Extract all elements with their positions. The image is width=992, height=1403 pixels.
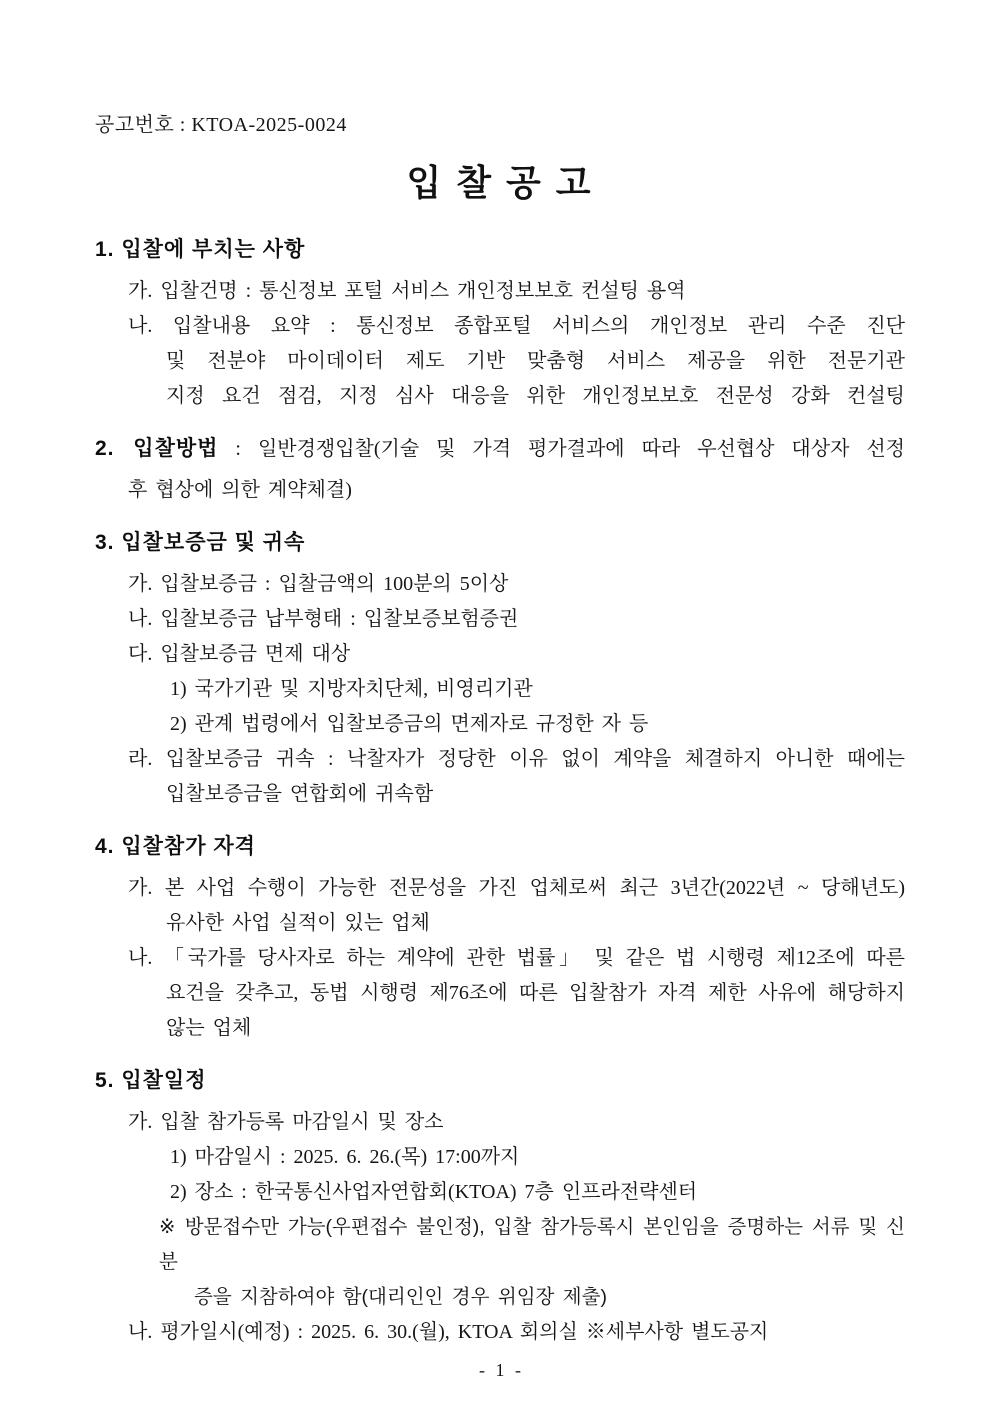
deposit-exemption-sub-2: 2) 관계 법령에서 입찰보증금의 면제자로 규정한 자 등: [170, 713, 649, 735]
page-number: - 1 -: [479, 1360, 521, 1380]
section-5-heading: 5. 입찰일정: [95, 1069, 207, 1092]
schedule-deadline-line: 1) 마감일시 : 2025. 6. 26.(목) 17:00까지: [170, 1146, 520, 1168]
section-2-heading: 2. 입찰방법: [95, 437, 219, 460]
schedule-evaluation-line: 나. 평가일시(예정) : 2025. 6. 30.(월), KTOA 회의실 ※세부사항 별도공지: [128, 1321, 769, 1343]
bid-method-continuation: 후 협상에 의한 계약체결): [128, 479, 352, 501]
schedule-place-line: 2) 장소 : 한국통신사업자연합회(KTOA) 7층 인프라전략센터: [170, 1181, 698, 1203]
schedule-note-line-1: ※ 방문접수만 가능(우편접수 불인정), 입찰 참가등록시 본인임을 증명하는 서류 및 신분: [159, 1216, 905, 1273]
qualification-b-line-1: 나. 「국가를 당사자로 하는 계약에 관한 법률」 및 같은 법 시행령 제12조에 따른: [128, 947, 905, 969]
section-2-heading-line: [95, 431, 905, 467]
section-3-heading: 3. 입찰보증금 및 귀속: [95, 531, 306, 554]
deposit-exemption-line: 다. 입찰보증금 면제 대상: [128, 643, 351, 665]
bid-summary-line-1: 나. 입찰내용 요약 : 통신정보 종합포털 서비스의 개인정보 관리 수준 진단: [128, 315, 905, 337]
bid-summary-line-2: 및 전분야 마이데이터 제도 기반 맞춤형 서비스 제공을 위한 전문기관: [166, 350, 905, 372]
bid-method-text: : 일반경쟁입찰(기술 및 가격 평가결과에 따라 우선협상 대상자 선정: [218, 438, 906, 460]
qualification-a-line-1: 가. 본 사업 수행이 가능한 전문성을 가진 업체로써 최근 3년간(2022년 ~ 당해년도): [128, 877, 905, 899]
bid-summary-line-3: 지정 요건 점검, 지정 심사 대응을 위한 개인정보보호 전문성 강화 컨설팅: [166, 385, 905, 407]
bid-item-name-line: 가. 입찰건명 : 통신정보 포털 서비스 개인정보보호 컨설팅 용역: [128, 280, 686, 302]
schedule-registration-line: 가. 입찰 참가등록 마감일시 및 장소: [128, 1111, 444, 1133]
qualification-b-line-3: 않는 업체: [166, 1017, 252, 1039]
deposit-payment-form-line: 나. 입찰보증금 납부형태 : 입찰보증보험증권: [128, 608, 519, 630]
schedule-note-line-2: 증을 지참하여야 함(대리인인 경우 위임장 제출): [194, 1286, 607, 1308]
deposit-forfeit-line-2: 입찰보증금을 연합회에 귀속함: [166, 783, 434, 805]
deposit-forfeit-line-1: 라. 입찰보증금 귀속 : 낙찰자가 정당한 이유 없이 계약을 체결하지 아니한 때에는: [128, 748, 905, 770]
qualification-a-line-2: 유사한 사업 실적이 있는 업체: [166, 912, 430, 934]
section-4-heading: 4. 입찰참가 자격: [95, 835, 256, 858]
deposit-amount-line: 가. 입찰보증금 : 입찰금액의 100분의 5이상: [128, 573, 509, 595]
document-title: 입 찰 공 고: [406, 163, 594, 203]
notice-number: 공고번호 : KTOA-2025-0024: [95, 114, 347, 136]
section-1-heading: 1. 입찰에 부치는 사항: [95, 238, 306, 261]
deposit-exemption-sub-1: 1) 국가기관 및 지방자치단체, 비영리기관: [170, 678, 533, 700]
qualification-b-line-2: 요건을 갖추고, 동법 시행령 제76조에 따른 입찰참가 자격 제한 사유에 해당하지: [166, 982, 905, 1004]
